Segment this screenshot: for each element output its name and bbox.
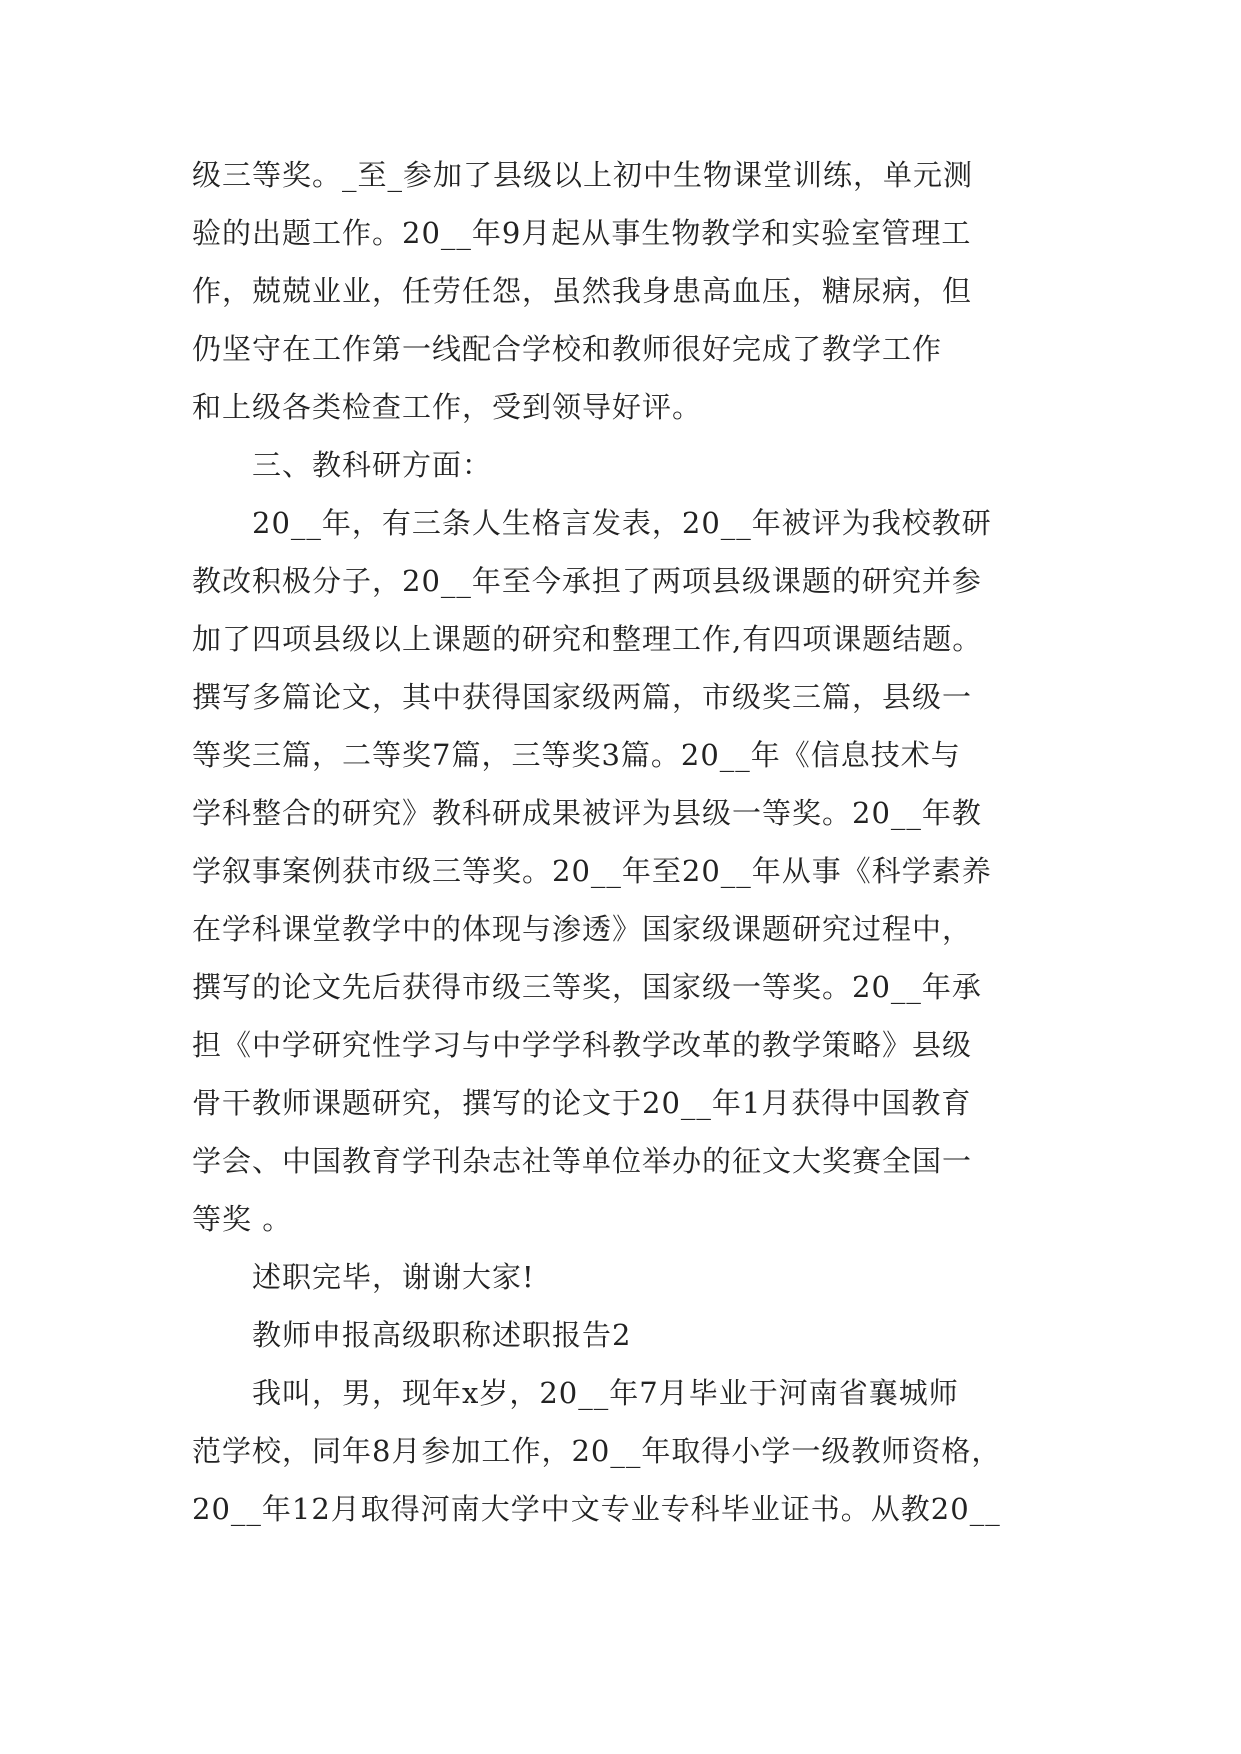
text-line: 仍坚守在工作第一线配合学校和教师很好完成了教学工作: [192, 332, 943, 366]
text-line: 撰写的论文先后获得市级三等奖，国家级一等奖。20__年承: [192, 970, 982, 1004]
text-line: 范学校，同年8月参加工作，20__年取得小学一级教师资格，: [192, 1434, 1002, 1468]
text-line: 等奖 。: [192, 1202, 293, 1236]
text-line: 骨干教师课题研究，撰写的论文于20__年1月获得中国教育: [192, 1086, 972, 1120]
text-line: 撰写多篇论文，其中获得国家级两篇，市级奖三篇，县级一: [192, 680, 973, 714]
text-line: 等奖三篇，二等奖7篇，三等奖3篇。20__年《信息技术与: [192, 738, 961, 772]
document-body: [192, 146, 1062, 1538]
section-heading: 三、教科研方面：: [252, 448, 493, 482]
closing-line: 述职完毕，谢谢大家!: [252, 1260, 535, 1294]
paragraph-start: 我叫，男，现年x岁，20__年7月毕业于河南省襄城师: [252, 1376, 959, 1410]
text-line: 教改积极分子，20__年至今承担了两项县级课题的研究并参: [192, 564, 982, 598]
paragraph-start: 20__年，有三条人生格言发表，20__年被评为我校教研: [252, 506, 992, 540]
text-line: 加了四项县级以上课题的研究和整理工作,有四项课题结题。: [192, 622, 983, 656]
text-line: 验的出题工作。20__年9月起从事生物教学和实验室管理工: [192, 216, 972, 250]
text-line: 级三等奖。_至_参加了县级以上初中生物课堂训练，单元测: [192, 158, 974, 192]
text-line: 和上级各类检查工作，受到领导好评。: [192, 390, 703, 424]
text-line: 担《中学研究性学习与中学学科教学改革的教学策略》县级: [192, 1028, 973, 1062]
text-line: 在学科课堂教学中的体现与渗透》国家级课题研究过程中，: [192, 912, 973, 946]
text-line: 作，兢兢业业，任劳任怨，虽然我身患高血压，糖尿病，但: [192, 274, 973, 308]
report-title: 教师申报高级职称述职报告2: [252, 1318, 632, 1352]
text-line: 学叙事案例获市级三等奖。20__年至20__年从事《科学素养: [192, 854, 992, 888]
text-line: 学会、中国教育学刊杂志社等单位举办的征文大奖赛全国一: [192, 1144, 973, 1178]
text-line: 20__年12月取得河南大学中文专业专科毕业证书。从教20__: [192, 1492, 1001, 1526]
text-line: 学科整合的研究》教科研成果被评为县级一等奖。20__年教: [192, 796, 982, 830]
